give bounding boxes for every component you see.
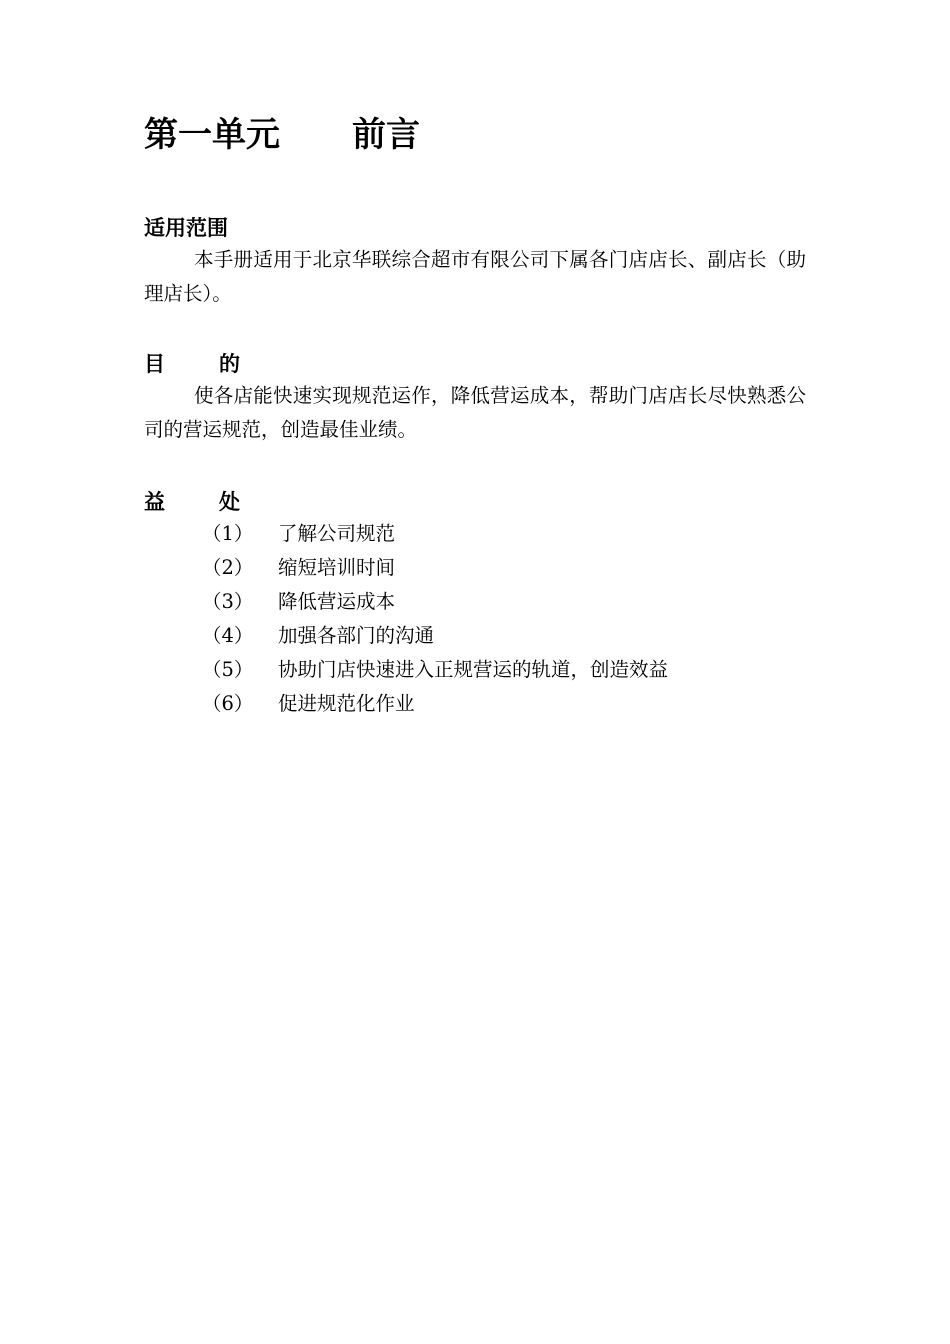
list-item (144, 551, 806, 585)
list-item (144, 687, 806, 721)
purpose-heading (144, 349, 806, 379)
list-item-number: （3） (202, 590, 254, 613)
scope-paragraph: 本手册适用于北京华联综合超市有限公司下属各门店店长、副店长（助理店长）。 (144, 248, 806, 305)
benefits-heading-second: 处 (219, 490, 240, 514)
list-item (144, 517, 806, 551)
purpose-section (144, 349, 806, 447)
list-item-text: 协助门店快速进入正规营运的轨道，创造效益 (278, 658, 669, 681)
list-item-text: 加强各部门的沟通 (278, 624, 435, 647)
list-item-text: 促进规范化作业 (278, 692, 415, 715)
chapter-title (144, 112, 420, 158)
list-item (144, 619, 806, 653)
purpose-heading-second: 的 (219, 352, 240, 376)
list-item-number: （5） (202, 658, 254, 681)
list-item-number: （2） (202, 556, 254, 579)
list-item-text: 缩短培训时间 (278, 556, 396, 579)
list-item-number: （1） (202, 522, 254, 545)
benefits-heading-first: 益 (144, 490, 165, 514)
scope-heading (144, 213, 806, 243)
scope-section (144, 213, 806, 311)
purpose-heading-first: 目 (144, 352, 165, 376)
list-item-number: （4） (202, 624, 254, 647)
list-item-text: 降低营运成本 (278, 590, 396, 613)
benefits-heading (144, 487, 806, 517)
purpose-paragraph: 使各店能快速实现规范运作，降低营运成本，帮助门店店长尽快熟悉公司的营运规范，创造最佳业绩。 (144, 384, 806, 441)
scope-heading-text: 适用范围 (144, 216, 228, 240)
chapter-number: 第一单元 (144, 115, 280, 155)
benefits-list (144, 517, 806, 721)
benefits-section (144, 487, 806, 721)
chapter-name: 前言 (352, 115, 420, 155)
list-item-number: （6） (202, 692, 254, 715)
list-item (144, 653, 806, 687)
list-item (144, 585, 806, 619)
list-item-text: 了解公司规范 (278, 522, 396, 545)
